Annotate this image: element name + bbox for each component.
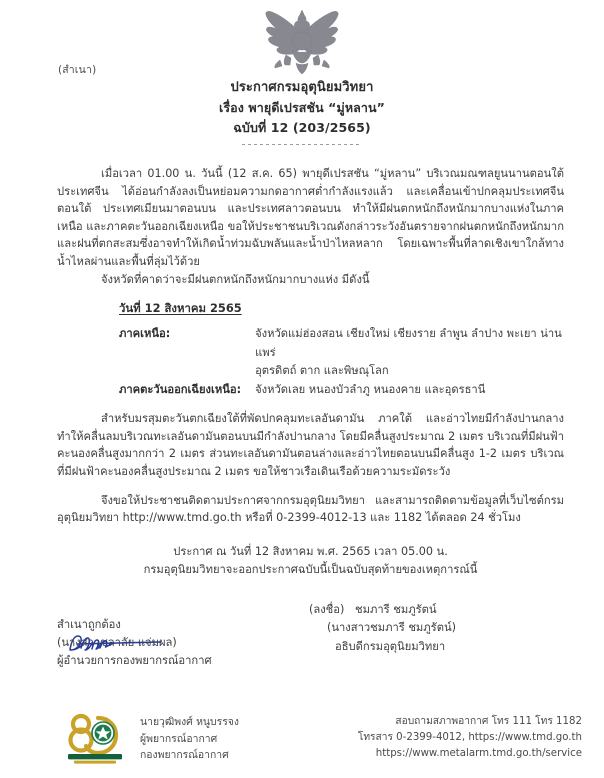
province-line: จังหวัดเลย หนองบัวลำภู หนองคาย และอุดรธานี: [255, 382, 486, 396]
place-and-date: ประกาศ ณ วันที่ 12 สิงหาคม พ.ศ. 2565 เวลา 05.00 น.: [173, 544, 448, 558]
certified-copy-label: สำเนาถูกต้อง: [57, 618, 121, 631]
signed-label: (ลงชื่อ): [309, 602, 345, 616]
paragraph-storm-status: เมื่อเวลา 01.00 น. วันนี้ (12 ส.ค. 65) พายุดีเปรสชัน “มู่หลาน” บริเวณมณฑลยูนนานตอนใต้ ประเทศจีน ได้อ่อนกำลังลงเป็นหย่อมความกดอากาศต่ำกำลังแรงแล้ว และเคลื่อนเข้าปกคลุมประเทศจีนตอนใต้ ประเทศเมียนมาตอนบน และประเทศลาวตอนบน ทำให้มีฝนตกหนักถึงหนักมากบางแห่งในภาคเหนือ และภาคตะวันออกเฉียงเหนือ ขอให้ประชาชนบริเวณดังกล่าวระวังอันตรายจากฝนตกหนักถึงหนักมากและฝนที่ตกสะสมซึ่งอาจทำให้เกิดน้ำท่วมฉับพลันและน้ำป่าไหลหลาก โดยเฉพาะพื้นที่ลาดเชิงเขาใกล้ทางน้ำไหลผ่านและพื้นที่ลุ่มไว้ด้วย: [57, 167, 564, 268]
paragraph-public-notice-contact: จึงขอให้ประชาชนติดตามประกาศจากกรมอุตุนิยมวิทยา และสามารถติดตามข้อมูลที่เว็บไซต์กรมอุตุนิยมวิทยา http://www.tmd.go.th หรือที่ 0-2399-4012-13 และ 1182 ได้ตลอด 24 ชั่วโมง: [57, 493, 564, 525]
signer-name-parenthetical: (นางสาวชมภารี ชมภูรัตน์): [327, 621, 456, 635]
certifier-position: ผู้อำนวยการกองพยากรณ์อากาศ: [57, 654, 212, 667]
province-line: อุตรดิตถ์ ตาก และพิษณุโลก: [255, 364, 389, 378]
footer-person-role: ผู้พยากรณ์อากาศ: [140, 732, 218, 745]
document-issue-number: ฉบับที่ 12 (203/2565): [233, 120, 371, 135]
region-province-table: [119, 325, 564, 399]
region-provinces-north: [255, 325, 564, 381]
region-provinces-northeast: [255, 381, 564, 400]
closing-block: [57, 543, 564, 579]
signer-position: อธิบดีกรมอุตุนิยมวิทยา: [335, 639, 446, 653]
footer-person-info: [140, 708, 239, 764]
copy-marker: (สำเนา): [58, 64, 97, 76]
footer-left-group: [62, 708, 239, 766]
tmd-80th-anniversary-logo: [62, 708, 128, 766]
paragraph-affected-provinces-intro: จังหวัดที่คาดว่าจะมีฝนตกหนักถึงหนักมากบางแห่ง มีดังนี้: [101, 272, 370, 286]
certifier-name: (นางสาวชลาลัย แจ่มผล): [57, 636, 177, 649]
document-subject: เรื่อง พายุดีเปรสชัน “มู่หลาน”: [218, 100, 385, 115]
handwritten-signature-icon: [65, 632, 173, 658]
table-row: [119, 381, 564, 400]
document-body: [57, 165, 564, 656]
region-label-north: ภาคเหนือ:: [119, 327, 171, 341]
page-title: ประกาศกรมอุตุนิยมวิทยา: [230, 80, 374, 95]
contact-fax-website-line: โทรสาร 0-2399-4012, https://www.tmd.go.th: [357, 732, 582, 743]
contact-phone-line: สอบถามสภาพอากาศ โทร 111 โทร 1182: [395, 716, 582, 727]
table-row: [119, 325, 564, 381]
forecast-date-heading: วันที่ 12 สิงหาคม 2565: [119, 301, 242, 316]
footer-contact-info: [358, 714, 582, 762]
region-label-northeast: ภาคตะวันออกเฉียงเหนือ:: [119, 382, 242, 396]
page-footer: [0, 704, 604, 778]
province-line: จังหวัดแม่ฮ่องสอน เชียงใหม่ เชียงราย ลำพูน ลำปาง พะเยา น่าน แพร่: [255, 327, 562, 359]
garuda-emblem: [256, 8, 348, 76]
footer-person-name: นายวุฒิพงศ์ หนูบรรจง: [140, 716, 239, 728]
contact-service-url[interactable]: https://www.metalarm.tmd.go.th/service: [375, 748, 582, 759]
signature-line: [309, 601, 564, 620]
footer-person-division: กองพยากรณ์อากาศ: [140, 749, 229, 761]
paragraph-monsoon-sea-conditions: สำหรับมรสุมตะวันตกเฉียงใต้ที่พัดปกคลุมทะเลอันดามัน ภาคใต้ และอ่าวไทยมีกำลังปานกลาง ทำให้คลื่นลมบริเวณทะเลอันดามันตอนบนมีกำลังปานกลาง โดยมีคลื่นสูงประมาณ 2 เมตร บริเวณที่มีฝนฟ้าคะนองคลื่นสูงมากกว่า 2 เมตร ส่วนทะเลอันดามันตอนล่างและอ่าวไทยตอนบนมีคลื่นสูง 1-2 เมตร บริเวณที่มีฝนฟ้าคะนองคลื่นสูงประมาณ 2 เมตร ขอให้ชาวเรือเดินเรือด้วยความระมัดระวัง: [57, 412, 564, 478]
signed-name: ชมภารี ชมภูรัตน์: [355, 602, 437, 616]
certification-block: [57, 616, 212, 670]
final-announcement-notice: กรมอุตุนิยมวิทยาจะออกประกาศฉบับนี้เป็นฉบับสุดท้ายของเหตุการณ์นี้: [143, 562, 478, 576]
dashed-divider: [242, 144, 362, 145]
emblem-container: [0, 8, 604, 76]
title-block: [0, 78, 604, 145]
